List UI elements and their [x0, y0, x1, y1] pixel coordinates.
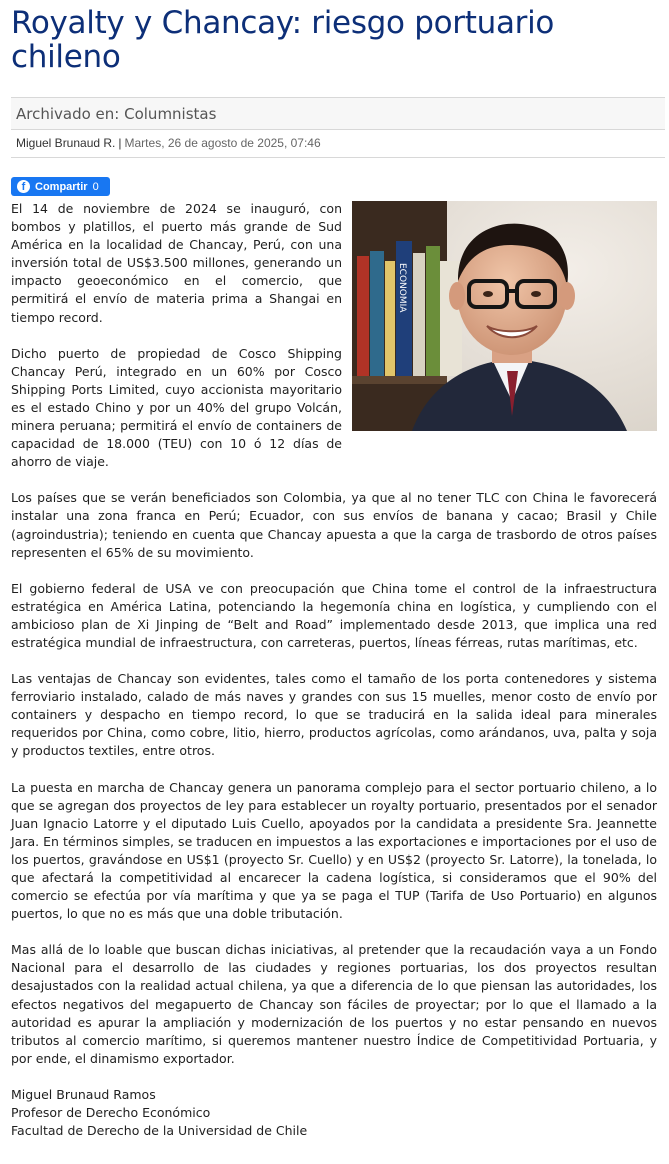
page-title: Royalty y Chancay: riesgo portuario chileno — [11, 5, 555, 75]
byline-separator: | — [118, 136, 122, 150]
author-portrait-image — [352, 201, 657, 431]
signature-block — [11, 1086, 657, 1140]
article-paragraph: El 14 de noviembre de 2024 se inauguró, con bombos y platillos, el puerto más grande de Sud América en la localidad de Chancay, Perú, con una inversión total de US$3.500 millones, generando un impacto geoeconómico en el comercio, que permitirá el envío de materia prima a Shangai en tiempo record. — [11, 201, 342, 325]
share-count: 0 — [92, 180, 99, 193]
facebook-share-button[interactable] — [11, 177, 110, 196]
article-paragraph: Dicho puerto de propiedad de Cosco Shipping Chancay Perú, integrado en un 60% por Cosco Shipping Ports Limited, cuyo accionista mayoritario es el estado Chino y por un 40% del grupo Volcán, minera peruana; permitirá el envío de containers de capacidad de 18.000 (TEU) con 10 ó 12 días de ahorro de viaje. — [11, 345, 342, 470]
signature-affiliation: Facultad de Derecho de la Universidad de Chile — [11, 1123, 308, 1139]
article-paragraph: Las ventajas de Chancay son evidentes, tales como el tamaño de los porta contenedores y sistema ferroviario instalado, calado de más naves y grandes con sus 15 muelles, menor costo de envío por containers y despacho en tiempo record, lo que se traducirá en la salida ideal para minerales requeridos por China, como cobre, litio, hierro, productos agrícolas, como arándanos, uva, palta y soja y productos textiles, entre otros. — [11, 671, 657, 759]
article-body — [11, 200, 657, 1140]
book-spine-text: ECONOMIA — [397, 263, 407, 313]
signature-name: Miguel Brunaud Ramos — [11, 1086, 156, 1102]
facebook-icon: f — [17, 180, 30, 193]
author-name: Miguel Brunaud R. — [16, 136, 116, 150]
signature-role: Profesor de Derecho Económico — [11, 1105, 211, 1121]
article-paragraph: Mas allá de lo loable que buscan dichas iniciativas, al pretender que la recaudación vaya a un Fondo Nacional para el desarrollo de las ciudades y regiones portuarias, los dos proyectos resultan desajustados con la realidad actual chilena, ya que a diferencia de lo que piensan las autoridades, los efectos negativos del megapuerto de Chancay son fáciles de proyectar; por lo que el llamado a la autoridad es apurar la ampliación y modernización de los puertos y no estar pensando en nuevos tributos al comercio marítimo, si queremos mantener nuestro Índice de Competitividad Portuaria, y por ende, el dinamismo exportador. — [11, 942, 657, 1066]
article-paragraph: La puesta en marcha de Chancay genera un panorama complejo para el sector portuario chileno, a lo que se agregan dos proyectos de ley para establecer un royalty portuario, presentados por el senador Juan Ignacio Latorre y el diputado Luis Cuello, apoyados por la candidata a presidente Sra. Jeannette Jara. En términos simples, se traducen en impuestos a las exportaciones e importaciones por el uso de los puertos, gravándose en US$1 (proyecto Sr. Cuello) y en US$2 (proyecto Sr. Latorre), la tonelada, lo que afectará la competitividad al encarecer la cadena logística, si consideramos que el 90% del comercio se efectúa por vía marítima y que ya se paga el TUP (Tarifa de Uso Portuario) en algunos puertos, lo que no es más que una doble tributación. — [11, 779, 657, 922]
archive-bar — [11, 97, 665, 130]
article-paragraph: El gobierno federal de USA ve con preocupación que China tome el control de la infraestructura estratégica en América Latina, potenciando la hegemonía china en logística, y cumpliendo con el ambicioso plan de Xi Jinping de “Belt and Road” implementado desde 2013, que implica una red estratégica mundial de infraestructura, con carreteras, puertos, líneas férreas, rutas marítimas, etc. — [11, 580, 657, 650]
share-label: Compartir — [35, 180, 88, 193]
article-paragraph: Los países que se verán beneficiados son Colombia, ya que al no tener TLC con China le favorecerá instalar una zona franca en Perú; Ecuador, con sus envíos de banana y cacao; Brasil y Chile (agroindustria); teniendo en cuenta que Chancay apuesta a que la carga de trasbordo de otros países representen el 65% de su movimiento. — [11, 490, 657, 560]
publish-date: Martes, 26 de agosto de 2025, 07:46 — [124, 136, 321, 150]
archive-label[interactable]: Archivado en: Columnistas — [16, 105, 217, 123]
byline — [11, 129, 665, 158]
